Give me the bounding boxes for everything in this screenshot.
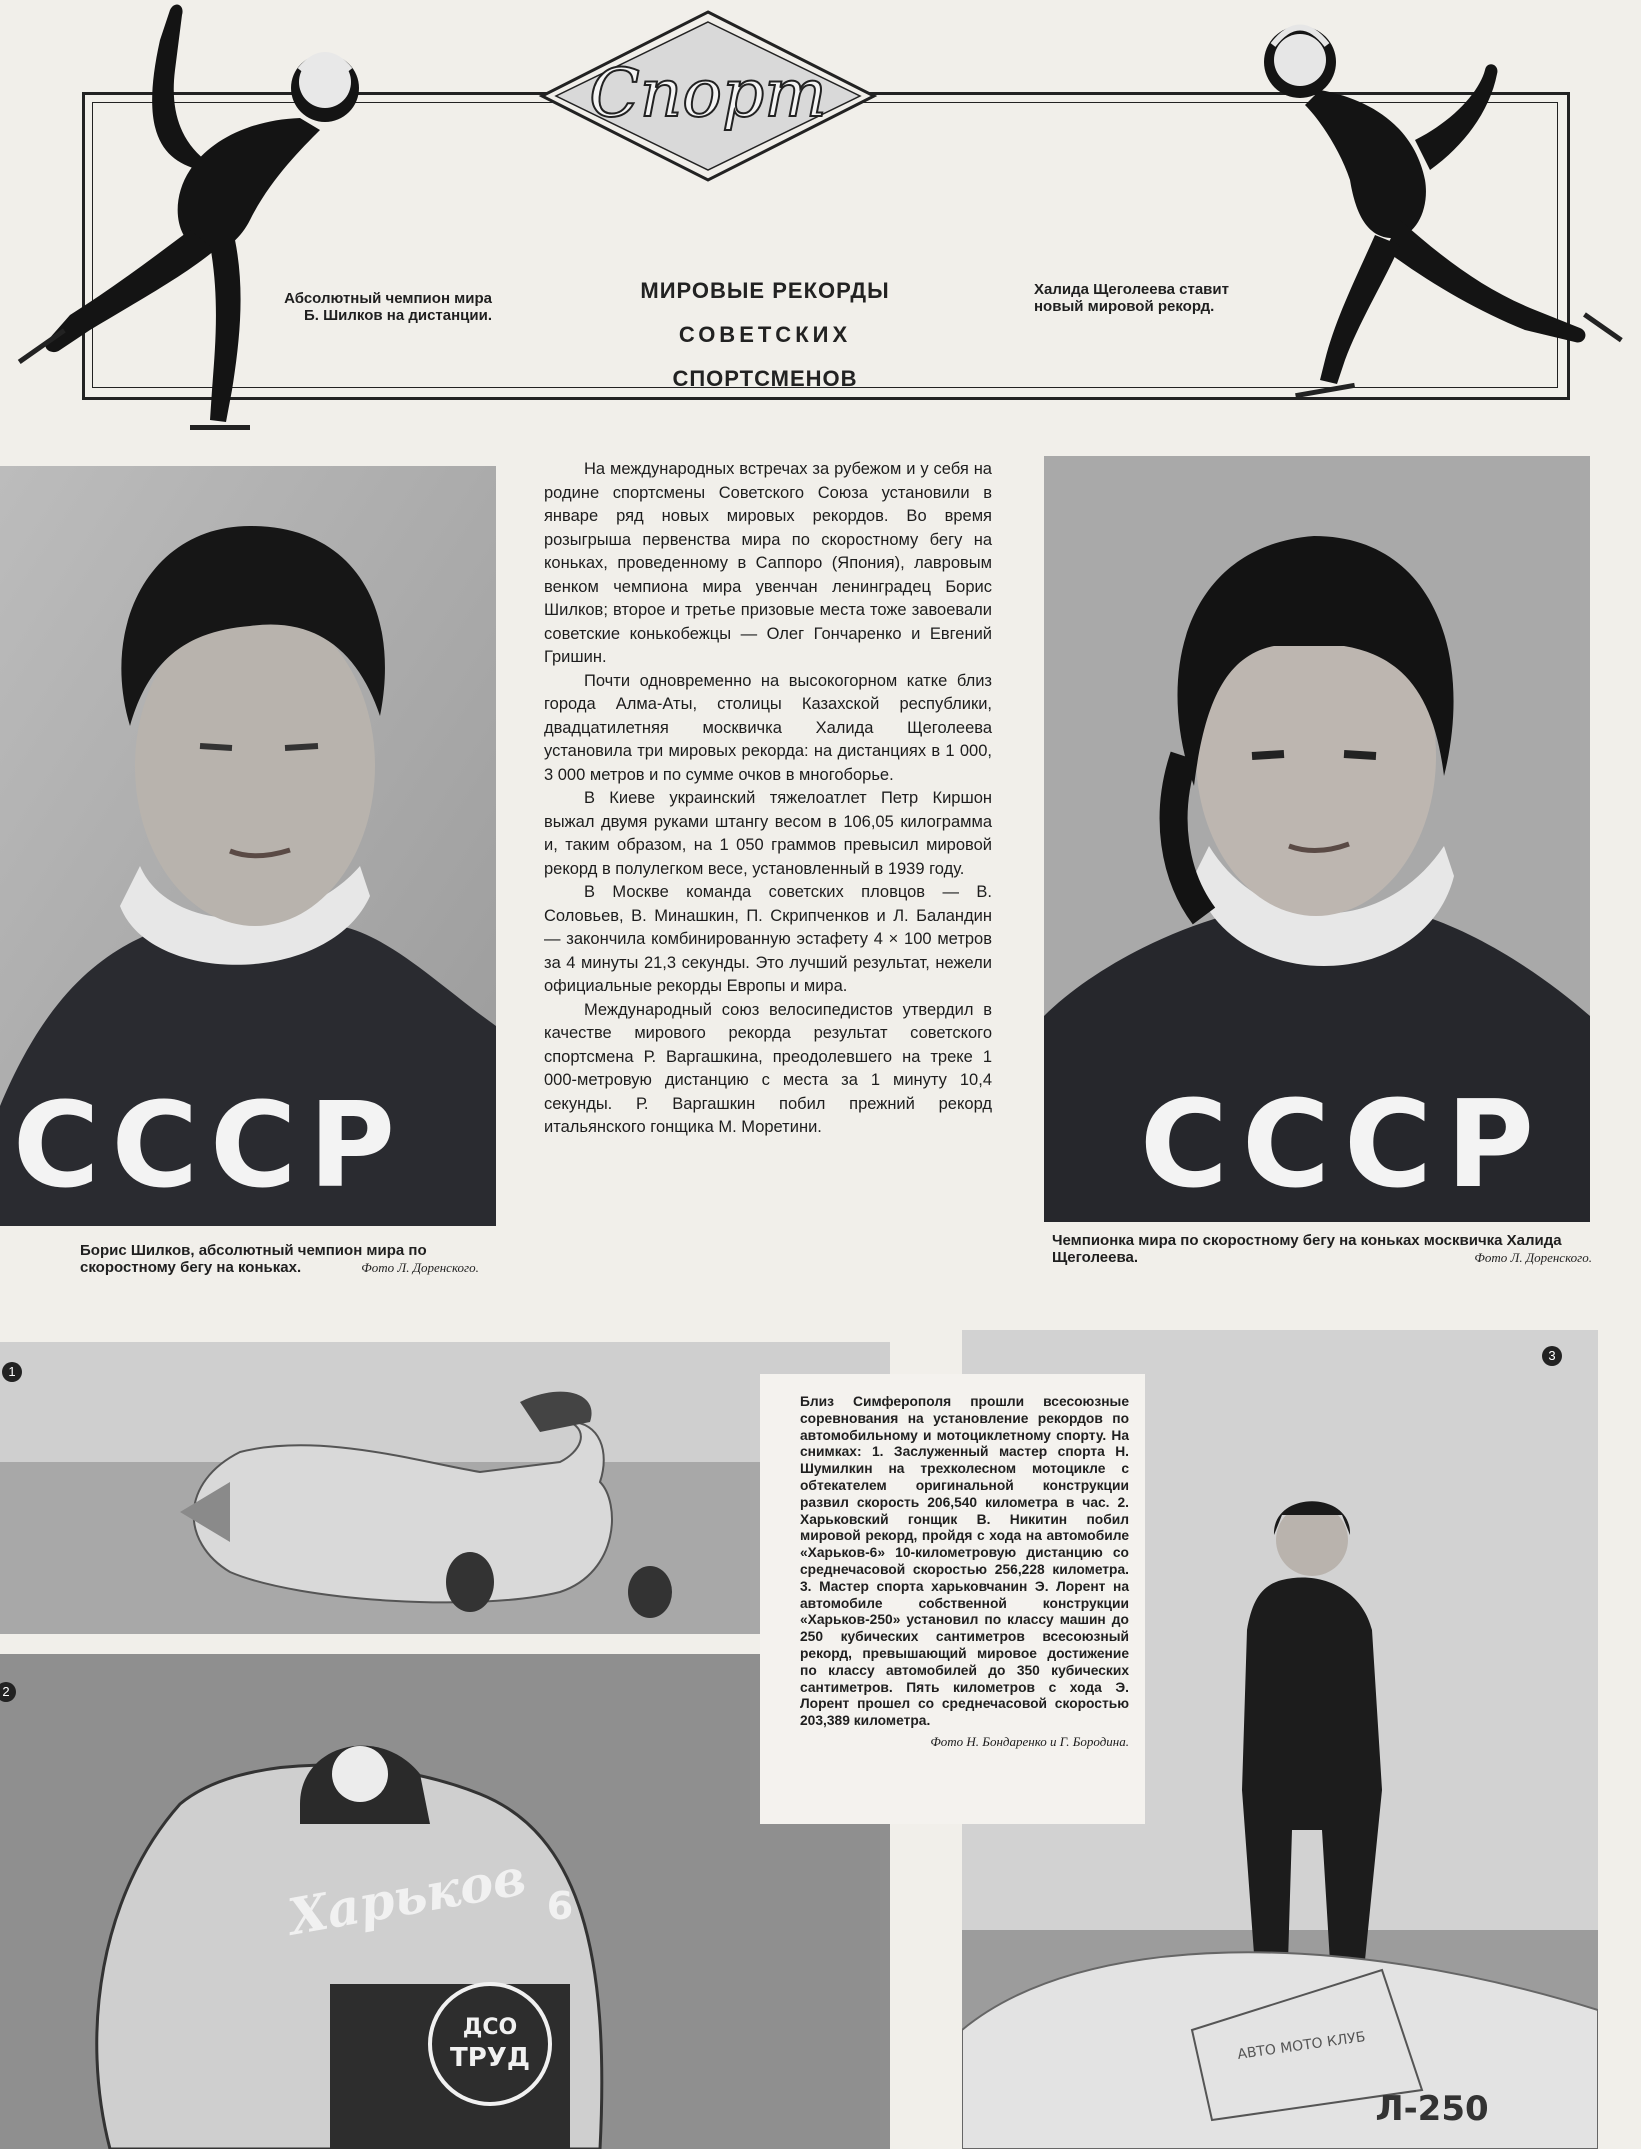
article-paragraph: Международный союз велосипедистов утвердил в качестве мирового рекорда результат советского спортсмена Р. Варгашкина, преодолевшего на треке 1 000-метровую дистанцию с места за 1 минуту 10,4 секунды. Р. Варгашкин побил прежний рекорд итальянского гонщика М. Моретини. <box>544 1000 992 1136</box>
motorsport-caption-box <box>760 1374 1145 1824</box>
skater-right-caption: Халида Щеголеева ставит новый мировой рекорд. <box>1034 281 1229 315</box>
article-body <box>544 458 992 1140</box>
sport-logo <box>538 8 878 184</box>
kharkov-6-car-photo <box>0 1654 890 2149</box>
car-script-text: Харьков <box>284 1846 530 1947</box>
shchegoleeva-jersey-letters: СССР <box>1139 1076 1549 1215</box>
skater-left-photo <box>0 0 400 450</box>
shilkov-caption: Борис Шилков, абсолютный чемпион мира по скоростному бегу на коньках. Фото Л. Доренского. <box>80 1242 479 1276</box>
shchegoleeva-portrait-photo <box>1044 456 1590 1222</box>
page-title: МИРОВЫЕ РЕКОРДЫ СОВЕТСКИХ СПОРТСМЕНОВ <box>640 278 890 391</box>
motorsport-credit: Фото Н. Бондаренко и Г. Бородина. <box>930 1733 1129 1749</box>
car-emblem-top: ДСО <box>462 2015 518 2040</box>
skater-right-photo <box>1225 0 1641 430</box>
shchegoleeva-caption: Чемпионка мира по скоростному бегу на коньках москвичка Халида Щеголеева. Фото Л. Доренского. <box>1052 1232 1592 1266</box>
club-badge-text: АВТО МОТО КЛУБ <box>1236 2029 1367 2063</box>
photo-number-1: 1 <box>2 1362 22 1382</box>
car-emblem-bottom: ТРУД <box>450 2043 530 2073</box>
motorsport-lead: Близ Симферополя прошли всесоюзные соревнования на установление рекордов по автомобильному и мотоциклетному спорту. <box>800 1394 1129 1443</box>
photo-number-2: 2 <box>0 1682 16 1702</box>
shilkov-jersey-letters: СССР <box>12 1076 408 1214</box>
shilkov-portrait-photo <box>0 466 496 1226</box>
article-paragraph: Почти одновременно на высокогорном катке близ города Алма-Аты, столицы Казахской республики, двадцатилетняя москвичка Халида Щеголеева установила три мировых рекорда: на дистанциях в 1 000, 3 000 метров и по сумме очков в многоборье. <box>544 671 992 784</box>
skater-left-caption: Абсолютный чемпион мира Б. Шилков на дистанции. <box>284 290 492 324</box>
car-number-text: 6 <box>546 1884 574 1928</box>
article-paragraph: На международных встречах за рубежом и у себя на родине спортсмены Советского Союза установили в январе ряд новых мировых рекордов. Во время розыгрыша первенства мира по скоростному бегу на коньках, проведенному в Саппоро (Япония), лавровым венком чемпиона мира увенчан ленинградец Борис Шилков; второе и третье призовые места тоже завоевали советские конькобежцы — Олег Гончаренко и Евгений Гришин. <box>544 460 992 666</box>
plate-number-text: Л-250 <box>1375 2089 1489 2129</box>
article-paragraph: В Москве команда советских пловцов — В. Соловьев, В. Минашкин, П. Скрипченков и Л. Баландин — закончила комбинированную эстафету 4 × 100 метров за 4 минуты 21,3 секунды. Это лучший результат, нежели официальные рекорды Европы и мира. <box>544 883 992 995</box>
motorcycle-photo <box>0 1342 890 1634</box>
sport-logo-text: Спорт <box>589 55 827 132</box>
photo-number-3: 3 <box>1542 1346 1562 1366</box>
article-paragraph: В Киеве украинский тяжелоатлет Петр Киршон выжал двумя руками штангу весом в 106,05 килограмма и, таким образом, на 1 050 граммов превысил мировой рекорд в полулегком весе, установленный в 1939 году. <box>544 789 992 878</box>
motorsport-details: На снимках: 1. Заслуженный мастер спорта Н. Шумилкин на трехколесном мотоцикле с обтекателем оригинальной конструкции развил скорость 206,540 километра в час. 2. Харьковский гонщик В. Никитин побил мировой рекорд, пройдя с хода на автомобиле «Харьков-6» 10-километровую дистанцию со среднечасовой скоростью 256,228 километра. 3. Мастер спорта харьковчанин Э. Лорент на автомобиле собственной конструкции «Харьков-250» установил по классу машин до 250 кубических сантиметров всесоюзный рекорд, превышающий мировое достижение по классу автомобилей до 350 кубических сантиметров. Пять километров с хода Э. Лорент прошел со среднечасовой скоростью 203,389 километра. <box>800 1427 1129 1729</box>
